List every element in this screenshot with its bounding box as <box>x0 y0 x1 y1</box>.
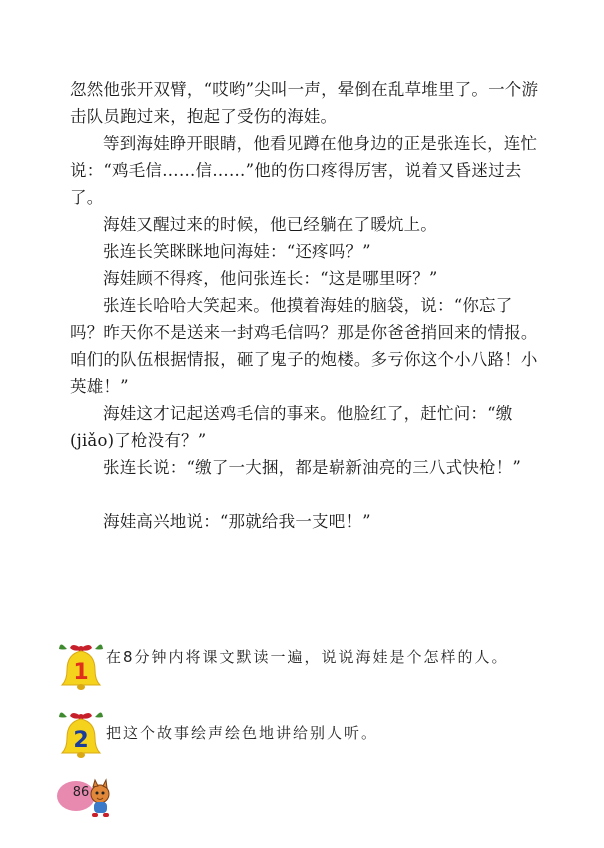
story-paragraph: 海娃高兴地说：“那就给我一支吧！” <box>103 512 371 531</box>
exercise-text: 在8分钟内将课文默读一遍，说说海娃是个怎样的人。 <box>106 648 509 666</box>
exercise-number: 2 <box>73 728 89 753</box>
story-paragraph: 海娃这才记起送鸡毛信的事来。他脸红了，赶忙问：“缴(jiǎo)了枪没有？” <box>70 404 513 450</box>
page-number: 86 <box>72 785 90 800</box>
exercise-number: 1 <box>73 660 89 685</box>
bell-icon <box>58 640 104 692</box>
bell-icon <box>58 708 104 760</box>
exercise-1 <box>58 640 558 700</box>
exercise-text: 把这个故事绘声绘色地讲给别人听。 <box>106 724 379 742</box>
story-paragraph: 忽然他张开双臂，“哎哟”尖叫一声，晕倒在乱草堆里了。一个游击队员跑过来，抱起了受伤的海娃。 <box>70 80 539 126</box>
story-paragraph: 张连长哈哈大笑起来。他摸着海娃的脑袋，说：“你忘了吗？昨天你不是送来一封鸡毛信吗？那是你爸爸捎回来的情报。咱们的队伍根据情报，砸了鬼子的炮楼。多亏你这个小八路！小英雄！” <box>70 296 538 396</box>
story-paragraph: 张连长笑眯眯地问海娃：“还疼吗？” <box>103 242 371 261</box>
exercise-2 <box>58 708 558 768</box>
story-paragraph: 海娃又醒过来的时候，他已经躺在了暖炕上。 <box>103 215 437 234</box>
story-paragraph: 海娃顾不得疼，他问张连长：“这是哪里呀？” <box>103 269 438 288</box>
page-number-badge <box>56 770 116 820</box>
story-paragraph: 等到海娃睁开眼睛，他看见蹲在他身边的正是张连长，连忙说：“鸡毛信……信……”他的伤口疼得厉害，说着又昏迷过去了。 <box>70 134 538 207</box>
story-paragraph: 张连长说：“缴了一大捆，都是崭新油亮的三八式快枪！” <box>103 458 522 477</box>
